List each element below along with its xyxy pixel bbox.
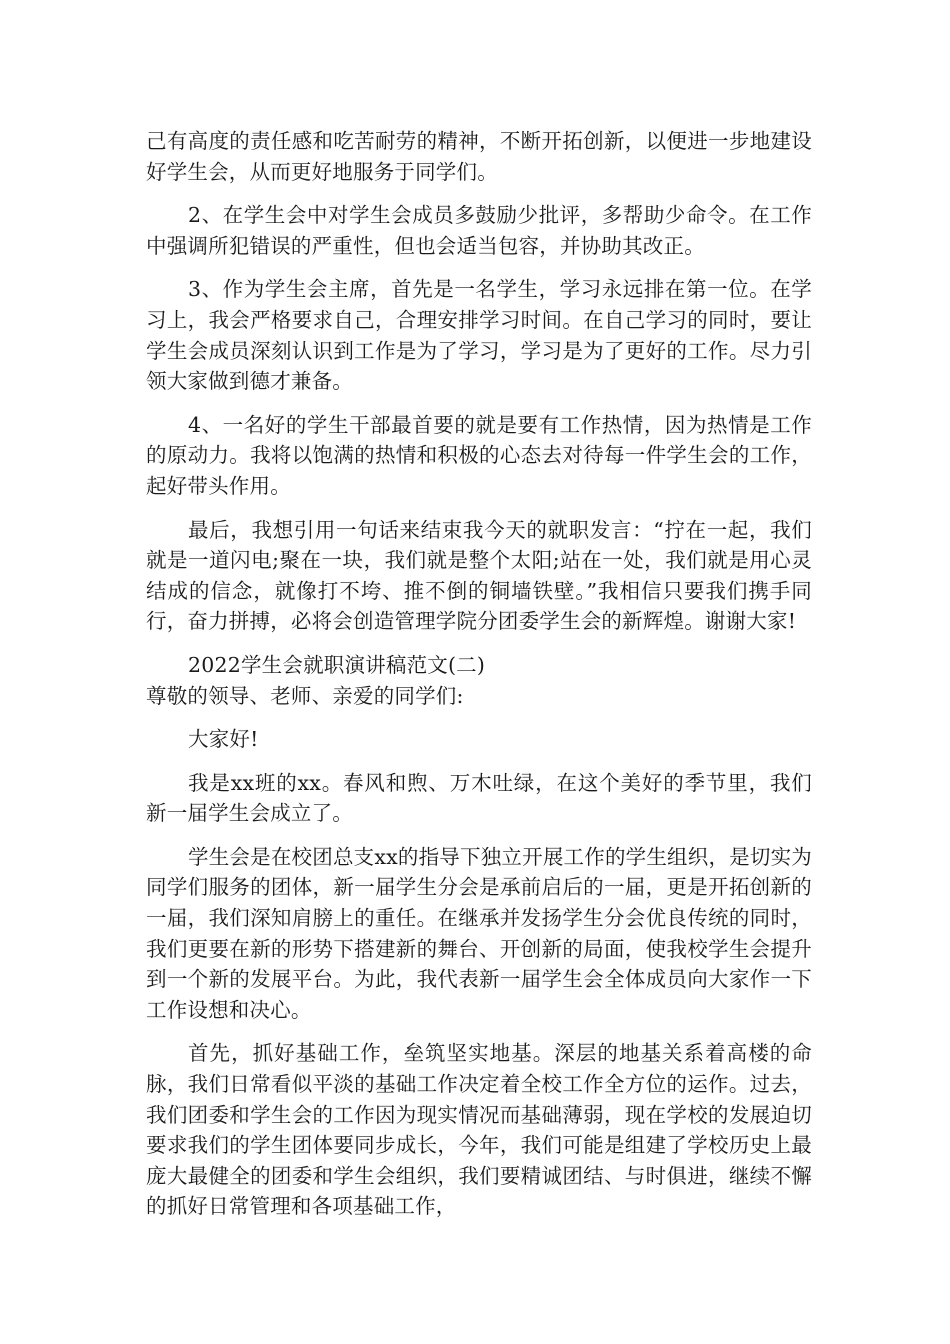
section-heading: 2022学生会就职演讲稿范文(二) (188, 652, 486, 677)
paragraph-point-3: 3、作为学生会主席，首先是一名学生，学习永远排在第一位。在学习上，我会严格要求自己，合理安排学习时间。在自己学习的同时，要让学生会成员深刻认识到工作是为了学习，学习是为了更好的工作。尽力引领大家做到德才兼备。 (146, 277, 812, 394)
greeting: 大家好! (188, 727, 259, 752)
paragraph-point-4: 4、一名好的学生干部最首要的就是要有工作热情，因为热情是工作的原动力。我将以饱满的热情和积极的心态去对待每一件学生会的工作，起好带头作用。 (146, 412, 812, 498)
document-body (146, 126, 812, 1235)
salutation: 尊敬的领导、老师、亲爱的同学们: (146, 683, 464, 708)
paragraph-introduction: 我是xx班的xx。春风和煦、万木吐绿，在这个美好的季节里，我们新一届学生会成立了。 (146, 770, 812, 826)
paragraph-first-point: 首先，抓好基础工作，垒筑坚实地基。深层的地基关系着高楼的命脉，我们日常看似平淡的基础工作决定着全校工作全方位的运作。过去，我们团委和学生会的工作因为现实情况而基础薄弱，现在学校的发展迫切要求我们的学生团体要同步成长，今年，我们可能是组建了学校历史上最庞大最健全的团委和学生会组织，我们要精诚团结、与时俱进，继续不懈的抓好日常管理和各项基础工作， (146, 1041, 812, 1219)
paragraph-continuation: 己有高度的责任感和吃苦耐劳的精神，不断开拓创新，以便进一步地建设好学生会，从而更好地服务于同学们。 (146, 129, 812, 184)
paragraph-conclusion: 最后，我想引用一句话来结束我今天的就职发言：“拧在一起，我们就是一道闪电;聚在一块，我们就是整个太阳;站在一处，我们就是用心灵结成的信念，就像打不垮、推不倒的铜墙铁壁。”我相信只要我们携手同行，奋力拼搏，必将会创造管理学院分团委学生会的新辉煌。谢谢大家! (146, 517, 812, 634)
paragraph-point-2: 2、在学生会中对学生会成员多鼓励少批评，多帮助少命令。在工作中强调所犯错误的严重性，但也会适当包容，并协助其改正。 (146, 203, 812, 258)
paragraph-student-union: 学生会是在校团总支xx的指导下独立开展工作的学生组织，是切实为同学们服务的团体，新一届学生分会是承前启后的一届，更是开拓创新的一届，我们深知肩膀上的重任。在继承并发扬学生分会优良传统的同时，我们更要在新的形势下搭建新的舞台、开创新的局面，使我校学生会提升到一个新的发展平台。为此，我代表新一届学生会全体成员向大家作一下工作设想和决心。 (146, 844, 812, 1022)
